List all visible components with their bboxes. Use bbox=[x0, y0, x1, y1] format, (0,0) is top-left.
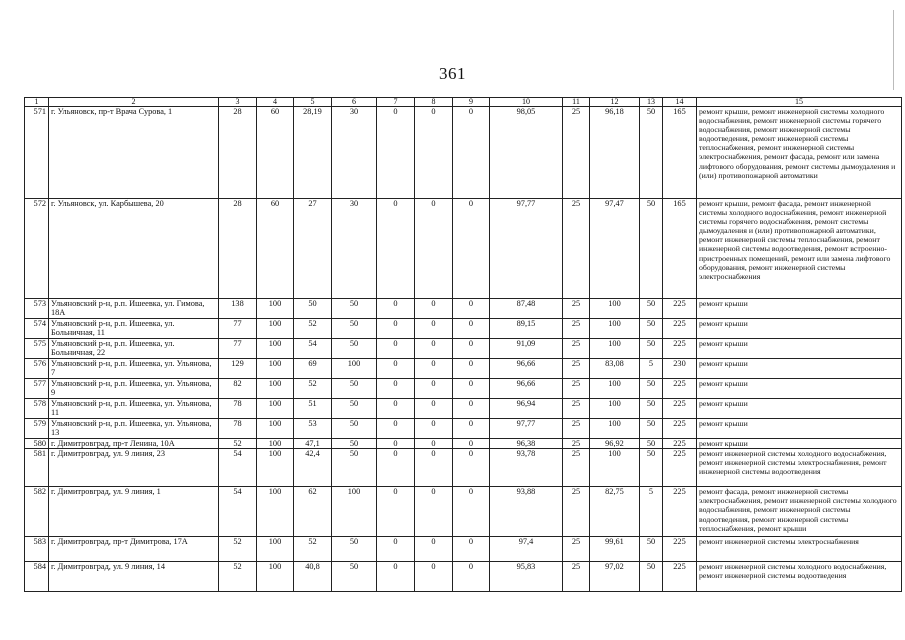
col-14-cell: 225 bbox=[663, 419, 697, 439]
col-10-cell: 93,78 bbox=[490, 449, 563, 487]
works-list-cell: ремонт крыши bbox=[697, 439, 902, 449]
col-12-cell: 100 bbox=[590, 379, 640, 399]
col-9-cell: 0 bbox=[453, 199, 490, 299]
row-number-cell: 572 bbox=[25, 199, 49, 299]
row-number-cell: 577 bbox=[25, 379, 49, 399]
col-4-cell: 100 bbox=[257, 399, 294, 419]
col-7-cell: 0 bbox=[377, 379, 415, 399]
col-11-cell: 25 bbox=[563, 399, 590, 419]
col-14-cell: 165 bbox=[663, 107, 697, 199]
col-4-cell: 100 bbox=[257, 439, 294, 449]
table-row bbox=[25, 319, 902, 339]
col-14-cell: 225 bbox=[663, 537, 697, 562]
row-number-cell: 574 bbox=[25, 319, 49, 339]
address-cell: Ульяновский р-н, р.п. Ишеевка, ул. Больничная, 22 bbox=[49, 339, 219, 359]
row-number-cell: 573 bbox=[25, 299, 49, 319]
address-cell: г. Димитровград, пр-т Ленина, 10А bbox=[49, 439, 219, 449]
col-8-cell: 0 bbox=[415, 439, 453, 449]
col-4-cell: 100 bbox=[257, 319, 294, 339]
col-3-cell: 54 bbox=[219, 449, 257, 487]
column-header-5: 5 bbox=[294, 98, 332, 107]
col-5-cell: 52 bbox=[294, 537, 332, 562]
col-11-cell: 25 bbox=[563, 537, 590, 562]
col-7-cell: 0 bbox=[377, 107, 415, 199]
col-9-cell: 0 bbox=[453, 359, 490, 379]
col-13-cell: 50 bbox=[640, 419, 663, 439]
table-row bbox=[25, 107, 902, 199]
col-10-cell: 97,77 bbox=[490, 419, 563, 439]
col-6-cell: 50 bbox=[332, 537, 377, 562]
col-4-cell: 100 bbox=[257, 419, 294, 439]
col-9-cell: 0 bbox=[453, 487, 490, 537]
col-8-cell: 0 bbox=[415, 562, 453, 592]
row-number-cell: 571 bbox=[25, 107, 49, 199]
works-list-cell: ремонт крыши bbox=[697, 339, 902, 359]
table-row bbox=[25, 399, 902, 419]
column-number-row bbox=[25, 98, 902, 107]
col-7-cell: 0 bbox=[377, 339, 415, 359]
address-cell: Ульяновский р-н, р.п. Ишеевка, ул. Ульянова, 13 bbox=[49, 419, 219, 439]
col-4-cell: 100 bbox=[257, 449, 294, 487]
col-10-cell: 96,94 bbox=[490, 399, 563, 419]
row-number-cell: 580 bbox=[25, 439, 49, 449]
col-13-cell: 50 bbox=[640, 199, 663, 299]
col-12-cell: 100 bbox=[590, 319, 640, 339]
col-8-cell: 0 bbox=[415, 449, 453, 487]
col-6-cell: 50 bbox=[332, 299, 377, 319]
col-7-cell: 0 bbox=[377, 562, 415, 592]
col-10-cell: 91,09 bbox=[490, 339, 563, 359]
col-3-cell: 52 bbox=[219, 439, 257, 449]
address-cell: г. Димитровград, ул. 9 линия, 1 bbox=[49, 487, 219, 537]
col-8-cell: 0 bbox=[415, 419, 453, 439]
works-list-cell: ремонт инженерной системы холодного водоснабжения, ремонт инженерной системы водоотведения bbox=[697, 562, 902, 592]
row-number-cell: 575 bbox=[25, 339, 49, 359]
col-6-cell: 50 bbox=[332, 379, 377, 399]
col-11-cell: 25 bbox=[563, 449, 590, 487]
col-14-cell: 225 bbox=[663, 319, 697, 339]
col-3-cell: 78 bbox=[219, 419, 257, 439]
col-6-cell: 50 bbox=[332, 449, 377, 487]
col-8-cell: 0 bbox=[415, 199, 453, 299]
col-3-cell: 77 bbox=[219, 319, 257, 339]
works-list-cell: ремонт крыши bbox=[697, 399, 902, 419]
column-header-7: 7 bbox=[377, 98, 415, 107]
column-header-1: 1 bbox=[25, 98, 49, 107]
col-7-cell: 0 bbox=[377, 537, 415, 562]
works-list-cell: ремонт крыши bbox=[697, 419, 902, 439]
col-9-cell: 0 bbox=[453, 107, 490, 199]
col-7-cell: 0 bbox=[377, 449, 415, 487]
col-14-cell: 225 bbox=[663, 339, 697, 359]
works-list-cell: ремонт крыши, ремонт фасада, ремонт инженерной системы холодного водоснабжения, ремонт инженерной системы горячего водоснабжения, ремонт системы дымоудаления и (или) противопожарной автоматики, ремонт инженерной системы теплоснабжения, ремонт инженерной системы водоотведения, ремонт встроенно-пристроенных помещений, ремонт или замена лифтового оборудования, ремонт инженерной системы электроснабжения bbox=[697, 199, 902, 299]
col-11-cell: 25 bbox=[563, 562, 590, 592]
works-list-cell: ремонт крыши bbox=[697, 299, 902, 319]
column-header-4: 4 bbox=[257, 98, 294, 107]
scan-edge-mark bbox=[893, 10, 894, 90]
col-3-cell: 54 bbox=[219, 487, 257, 537]
row-number-cell: 581 bbox=[25, 449, 49, 487]
col-9-cell: 0 bbox=[453, 379, 490, 399]
col-14-cell: 225 bbox=[663, 379, 697, 399]
column-header-2: 2 bbox=[49, 98, 219, 107]
column-header-15: 15 bbox=[697, 98, 902, 107]
col-14-cell: 225 bbox=[663, 399, 697, 419]
col-7-cell: 0 bbox=[377, 399, 415, 419]
col-10-cell: 97,77 bbox=[490, 199, 563, 299]
col-12-cell: 100 bbox=[590, 339, 640, 359]
col-3-cell: 77 bbox=[219, 339, 257, 359]
col-7-cell: 0 bbox=[377, 487, 415, 537]
col-10-cell: 87,48 bbox=[490, 299, 563, 319]
col-8-cell: 0 bbox=[415, 537, 453, 562]
col-9-cell: 0 bbox=[453, 399, 490, 419]
address-cell: Ульяновский р-н, р.п. Ишеевка, ул. Ульянова, 11 bbox=[49, 399, 219, 419]
works-list-cell: ремонт инженерной системы холодного водоснабжения, ремонт инженерной системы электроснабжения, ремонт инженерной системы водоотведения bbox=[697, 449, 902, 487]
col-9-cell: 0 bbox=[453, 319, 490, 339]
col-3-cell: 78 bbox=[219, 399, 257, 419]
col-9-cell: 0 bbox=[453, 537, 490, 562]
col-12-cell: 100 bbox=[590, 399, 640, 419]
col-11-cell: 25 bbox=[563, 199, 590, 299]
col-13-cell: 50 bbox=[640, 399, 663, 419]
col-14-cell: 225 bbox=[663, 299, 697, 319]
table-row bbox=[25, 379, 902, 399]
col-8-cell: 0 bbox=[415, 399, 453, 419]
row-number-cell: 576 bbox=[25, 359, 49, 379]
col-9-cell: 0 bbox=[453, 339, 490, 359]
col-10-cell: 89,15 bbox=[490, 319, 563, 339]
col-13-cell: 50 bbox=[640, 439, 663, 449]
table-row bbox=[25, 299, 902, 319]
address-cell: Ульяновский р-н, р.п. Ишеевка, ул. Больничная, 11 bbox=[49, 319, 219, 339]
col-5-cell: 54 bbox=[294, 339, 332, 359]
col-13-cell: 50 bbox=[640, 562, 663, 592]
col-12-cell: 96,92 bbox=[590, 439, 640, 449]
table-row bbox=[25, 449, 902, 487]
col-8-cell: 0 bbox=[415, 359, 453, 379]
col-11-cell: 25 bbox=[563, 439, 590, 449]
col-14-cell: 225 bbox=[663, 439, 697, 449]
address-cell: Ульяновский р-н, р.п. Ишеевка, ул. Гимова, 18А bbox=[49, 299, 219, 319]
col-6-cell: 50 bbox=[332, 319, 377, 339]
col-4-cell: 60 bbox=[257, 107, 294, 199]
works-list-cell: ремонт инженерной системы электроснабжения bbox=[697, 537, 902, 562]
col-5-cell: 51 bbox=[294, 399, 332, 419]
col-4-cell: 100 bbox=[257, 299, 294, 319]
col-5-cell: 42,4 bbox=[294, 449, 332, 487]
col-12-cell: 83,08 bbox=[590, 359, 640, 379]
col-8-cell: 0 bbox=[415, 299, 453, 319]
col-5-cell: 52 bbox=[294, 319, 332, 339]
col-8-cell: 0 bbox=[415, 487, 453, 537]
col-4-cell: 60 bbox=[257, 199, 294, 299]
col-11-cell: 25 bbox=[563, 319, 590, 339]
col-10-cell: 93,88 bbox=[490, 487, 563, 537]
col-8-cell: 0 bbox=[415, 319, 453, 339]
table-row bbox=[25, 359, 902, 379]
col-3-cell: 138 bbox=[219, 299, 257, 319]
column-header-14: 14 bbox=[663, 98, 697, 107]
col-3-cell: 28 bbox=[219, 199, 257, 299]
col-9-cell: 0 bbox=[453, 562, 490, 592]
address-cell: г. Ульяновск, пр-т Врача Сурова, 1 bbox=[49, 107, 219, 199]
col-13-cell: 50 bbox=[640, 379, 663, 399]
col-8-cell: 0 bbox=[415, 379, 453, 399]
col-3-cell: 28 bbox=[219, 107, 257, 199]
col-4-cell: 100 bbox=[257, 339, 294, 359]
address-cell: г. Димитровград, ул. 9 линия, 23 bbox=[49, 449, 219, 487]
col-7-cell: 0 bbox=[377, 359, 415, 379]
col-14-cell: 230 bbox=[663, 359, 697, 379]
col-14-cell: 225 bbox=[663, 562, 697, 592]
table-row bbox=[25, 562, 902, 592]
col-3-cell: 52 bbox=[219, 562, 257, 592]
col-12-cell: 99,61 bbox=[590, 537, 640, 562]
col-8-cell: 0 bbox=[415, 339, 453, 359]
col-10-cell: 97,4 bbox=[490, 537, 563, 562]
col-7-cell: 0 bbox=[377, 199, 415, 299]
col-5-cell: 47,1 bbox=[294, 439, 332, 449]
address-cell: Ульяновский р-н, р.п. Ишеевка, ул. Ульянова, 9 bbox=[49, 379, 219, 399]
col-11-cell: 25 bbox=[563, 299, 590, 319]
col-7-cell: 0 bbox=[377, 439, 415, 449]
col-5-cell: 52 bbox=[294, 379, 332, 399]
col-12-cell: 100 bbox=[590, 449, 640, 487]
col-5-cell: 40,8 bbox=[294, 562, 332, 592]
column-header-10: 10 bbox=[490, 98, 563, 107]
row-number-cell: 582 bbox=[25, 487, 49, 537]
col-8-cell: 0 bbox=[415, 107, 453, 199]
col-13-cell: 50 bbox=[640, 537, 663, 562]
row-number-cell: 584 bbox=[25, 562, 49, 592]
table-row bbox=[25, 487, 902, 537]
col-12-cell: 97,02 bbox=[590, 562, 640, 592]
table-row bbox=[25, 199, 902, 299]
col-6-cell: 50 bbox=[332, 339, 377, 359]
col-13-cell: 5 bbox=[640, 487, 663, 537]
column-header-13: 13 bbox=[640, 98, 663, 107]
col-10-cell: 96,38 bbox=[490, 439, 563, 449]
address-cell: г. Димитровград, ул. 9 линия, 14 bbox=[49, 562, 219, 592]
column-header-3: 3 bbox=[219, 98, 257, 107]
col-6-cell: 50 bbox=[332, 399, 377, 419]
col-6-cell: 50 bbox=[332, 419, 377, 439]
col-6-cell: 50 bbox=[332, 439, 377, 449]
col-6-cell: 30 bbox=[332, 107, 377, 199]
col-14-cell: 225 bbox=[663, 487, 697, 537]
col-7-cell: 0 bbox=[377, 319, 415, 339]
col-9-cell: 0 bbox=[453, 439, 490, 449]
col-11-cell: 25 bbox=[563, 419, 590, 439]
address-cell: г. Ульяновск, ул. Карбышева, 20 bbox=[49, 199, 219, 299]
table-row bbox=[25, 419, 902, 439]
works-list-cell: ремонт фасада, ремонт инженерной системы электроснабжения, ремонт инженерной системы холодного водоснабжения, ремонт инженерной системы водоотведения, ремонт инженерной системы теплоснабжения, ремонт крыши bbox=[697, 487, 902, 537]
col-5-cell: 27 bbox=[294, 199, 332, 299]
column-header-9: 9 bbox=[453, 98, 490, 107]
col-11-cell: 25 bbox=[563, 107, 590, 199]
col-5-cell: 53 bbox=[294, 419, 332, 439]
table-row bbox=[25, 439, 902, 449]
address-cell: г. Димитровград, пр-т Димитрова, 17А bbox=[49, 537, 219, 562]
col-4-cell: 100 bbox=[257, 359, 294, 379]
col-11-cell: 25 bbox=[563, 359, 590, 379]
col-3-cell: 129 bbox=[219, 359, 257, 379]
col-10-cell: 98,05 bbox=[490, 107, 563, 199]
col-6-cell: 100 bbox=[332, 487, 377, 537]
col-4-cell: 100 bbox=[257, 562, 294, 592]
col-14-cell: 225 bbox=[663, 449, 697, 487]
page-number: 361 bbox=[439, 64, 466, 83]
col-10-cell: 95,83 bbox=[490, 562, 563, 592]
col-6-cell: 100 bbox=[332, 359, 377, 379]
col-10-cell: 96,66 bbox=[490, 359, 563, 379]
col-11-cell: 25 bbox=[563, 487, 590, 537]
col-5-cell: 28,19 bbox=[294, 107, 332, 199]
col-5-cell: 50 bbox=[294, 299, 332, 319]
col-12-cell: 82,75 bbox=[590, 487, 640, 537]
works-list-cell: ремонт крыши bbox=[697, 319, 902, 339]
table-row bbox=[25, 537, 902, 562]
col-4-cell: 100 bbox=[257, 379, 294, 399]
address-cell: Ульяновский р-н, р.п. Ишеевка, ул. Ульянова, 7 bbox=[49, 359, 219, 379]
col-12-cell: 97,47 bbox=[590, 199, 640, 299]
col-13-cell: 50 bbox=[640, 107, 663, 199]
col-13-cell: 50 bbox=[640, 299, 663, 319]
col-12-cell: 96,18 bbox=[590, 107, 640, 199]
column-header-8: 8 bbox=[415, 98, 453, 107]
column-header-12: 12 bbox=[590, 98, 640, 107]
col-4-cell: 100 bbox=[257, 537, 294, 562]
row-number-cell: 579 bbox=[25, 419, 49, 439]
col-13-cell: 5 bbox=[640, 359, 663, 379]
col-13-cell: 50 bbox=[640, 339, 663, 359]
col-6-cell: 50 bbox=[332, 562, 377, 592]
table-row bbox=[25, 339, 902, 359]
works-list-cell: ремонт крыши bbox=[697, 359, 902, 379]
works-list-cell: ремонт крыши, ремонт инженерной системы холодного водоснабжения, ремонт инженерной системы горячего водоснабжения, ремонт инженерной системы водоотведения, ремонт инженерной системы теплоснабжения, ремонт инженерной системы электроснабжения, ремонт фасада, ремонт или замена лифтового оборудования, ремонт системы дымоудаления и (или) противопожарной автоматики bbox=[697, 107, 902, 199]
col-11-cell: 25 bbox=[563, 339, 590, 359]
col-5-cell: 62 bbox=[294, 487, 332, 537]
col-7-cell: 0 bbox=[377, 419, 415, 439]
repair-register-table bbox=[24, 97, 902, 592]
col-4-cell: 100 bbox=[257, 487, 294, 537]
col-5-cell: 69 bbox=[294, 359, 332, 379]
col-3-cell: 82 bbox=[219, 379, 257, 399]
col-3-cell: 52 bbox=[219, 537, 257, 562]
col-13-cell: 50 bbox=[640, 449, 663, 487]
row-number-cell: 578 bbox=[25, 399, 49, 419]
col-9-cell: 0 bbox=[453, 299, 490, 319]
col-13-cell: 50 bbox=[640, 319, 663, 339]
column-header-6: 6 bbox=[332, 98, 377, 107]
col-12-cell: 100 bbox=[590, 299, 640, 319]
col-7-cell: 0 bbox=[377, 299, 415, 319]
col-9-cell: 0 bbox=[453, 419, 490, 439]
works-list-cell: ремонт крыши bbox=[697, 379, 902, 399]
row-number-cell: 583 bbox=[25, 537, 49, 562]
col-6-cell: 30 bbox=[332, 199, 377, 299]
col-14-cell: 165 bbox=[663, 199, 697, 299]
column-header-11: 11 bbox=[563, 98, 590, 107]
col-12-cell: 100 bbox=[590, 419, 640, 439]
col-10-cell: 96,66 bbox=[490, 379, 563, 399]
col-11-cell: 25 bbox=[563, 379, 590, 399]
col-9-cell: 0 bbox=[453, 449, 490, 487]
